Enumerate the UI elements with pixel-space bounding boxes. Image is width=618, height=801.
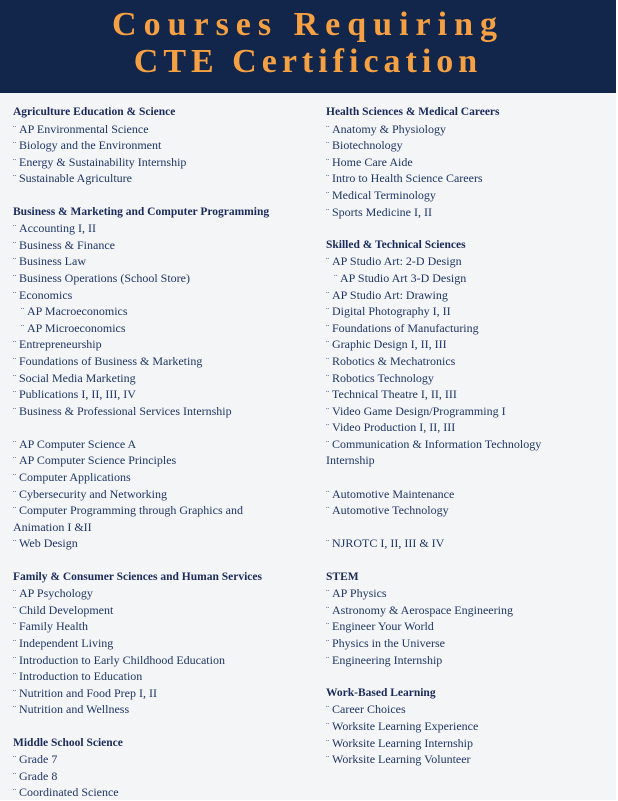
list-item: ¨ Publications I, II, III, IV [13, 387, 136, 402]
skilled-list [326, 253, 611, 469]
bullet-icon: ¨ [13, 538, 16, 549]
computer-science-list [13, 436, 313, 552]
list-item: ¨ Astronomy & Aerospace Engineering [326, 602, 513, 617]
list-item: ¨ Nutrition and Food Prep I, II [13, 685, 157, 700]
bullet-icon: ¨ [326, 405, 329, 416]
list-item: ¨ Communication & Information Technology [326, 436, 542, 451]
bullet-icon: ¨ [326, 372, 329, 383]
bullet-icon: ¨ [13, 588, 16, 599]
bullet-icon: ¨ [13, 223, 16, 234]
bullet-icon: ¨ [326, 123, 329, 134]
bullet-icon: ¨ [326, 422, 329, 433]
bullet-icon: ¨ [13, 770, 16, 781]
list-item-continuation: Animation I &II [13, 519, 92, 534]
bullet-icon: ¨ [13, 405, 16, 416]
bullet-icon: ¨ [326, 389, 329, 400]
bullet-icon: ¨ [326, 638, 329, 648]
list-item: ¨ Nutrition and Wellness [13, 702, 130, 717]
bullet-icon: ¨ [334, 272, 337, 283]
list-item: ¨ AP Microeconomics [21, 320, 126, 335]
bullet-icon: ¨ [326, 438, 329, 449]
list-item: ¨ Foundations of Business & Marketing [13, 353, 203, 368]
list-item: ¨ Grade 8 [13, 768, 58, 783]
list-item: ¨ Cybersecurity and Networking [13, 486, 167, 501]
bullet-icon: ¨ [326, 720, 329, 731]
list-item: ¨ Digital Photography I, II [326, 304, 451, 319]
list-item: ¨ Worksite Learning Experience [326, 718, 479, 733]
list-item: ¨ Independent Living [13, 636, 114, 650]
bullet-icon: ¨ [13, 687, 16, 698]
list-item: ¨ Computer Programming through Graphics and [13, 503, 243, 518]
list-item: ¨ Engineer Your World [326, 619, 434, 634]
list-item: ¨ Automotive Technology [326, 503, 449, 518]
bullet-icon: ¨ [13, 156, 16, 167]
list-item: ¨ Coordinated Science [13, 785, 119, 800]
list-item: ¨ Social Media Marketing [13, 370, 136, 385]
bullet-icon: ¨ [326, 322, 329, 333]
list-item: ¨ Physics in the Universe [326, 636, 445, 650]
bullet-icon: ¨ [326, 538, 329, 549]
bullet-icon: ¨ [326, 339, 329, 350]
bullet-icon: ¨ [326, 604, 329, 615]
list-item: ¨ Entrepreneurship [13, 337, 102, 352]
bullet-icon: ¨ [326, 754, 329, 765]
list-item: ¨ Business & Professional Services Internship [13, 403, 232, 418]
list-item: ¨ Energy & Sustainability Internship [13, 154, 187, 169]
title-line-1: Courses Requiring [112, 6, 504, 43]
bullet-icon: ¨ [13, 604, 16, 615]
list-item: ¨ Business & Finance [13, 237, 115, 252]
section-heading-skilled: Skilled & Technical Sciences [326, 238, 466, 251]
list-item: ¨ Robotics & Mechatronics [326, 353, 456, 368]
list-item: ¨ Career Choices [326, 702, 406, 717]
list-item: ¨ Engineering Internship [326, 652, 443, 667]
bullet-icon: ¨ [326, 256, 329, 267]
list-item: ¨ AP Studio Art 3-D Design [334, 270, 467, 285]
bullet-icon: ¨ [13, 505, 16, 516]
bullet-icon: ¨ [13, 488, 16, 499]
list-item: ¨ Foundations of Manufacturing [326, 320, 479, 335]
bullet-icon: ¨ [13, 123, 16, 134]
list-item: ¨ Worksite Learning Volunteer [326, 752, 471, 767]
list-item: ¨ Automotive Maintenance [326, 486, 455, 501]
bullet-icon: ¨ [326, 156, 329, 167]
list-item: ¨ AP Physics [326, 586, 387, 601]
list-item: ¨ Worksite Learning Internship [326, 735, 473, 750]
bullet-icon: ¨ [13, 704, 16, 715]
list-item: ¨ Graphic Design I, II, III [326, 337, 447, 352]
bullet-icon: ¨ [13, 638, 16, 648]
title-banner [0, 0, 616, 93]
bullet-icon: ¨ [13, 787, 16, 798]
list-item: ¨ AP Studio Art: 2-D Design [326, 254, 462, 269]
bullet-icon: ¨ [326, 621, 329, 632]
bullet-icon: ¨ [326, 505, 329, 516]
list-item: ¨ Intro to Health Science Careers [326, 171, 483, 186]
bullet-icon: ¨ [326, 355, 329, 366]
bullet-icon: ¨ [326, 189, 329, 200]
bullet-icon: ¨ [13, 355, 16, 366]
list-item: ¨ Video Game Design/Programming I [326, 403, 506, 418]
list-item-continuation: Internship [326, 453, 375, 468]
section-heading-family: Family & Consumer Sciences and Human Services [13, 570, 262, 583]
list-item: ¨ AP Studio Art: Drawing [326, 287, 448, 302]
bullet-icon: ¨ [326, 206, 329, 217]
section-heading-business: Business & Marketing and Computer Programming [13, 205, 270, 218]
list-item: ¨ AP Computer Science A [13, 436, 137, 451]
list-item: ¨ Technical Theatre I, II, III [326, 387, 457, 402]
list-item: ¨ Business Operations (School Store) [13, 270, 190, 285]
bullet-icon: ¨ [13, 389, 16, 400]
bullet-icon: ¨ [13, 272, 16, 283]
bullet-icon: ¨ [13, 621, 16, 632]
section-heading-work-based: Work-Based Learning [326, 686, 436, 699]
list-item: ¨ Introduction to Education [13, 669, 143, 684]
list-item: ¨ Anatomy & Physiology [326, 121, 447, 136]
section-heading-agriculture: Agriculture Education & Science [13, 106, 176, 118]
bullet-icon: ¨ [326, 140, 329, 151]
bullet-icon: ¨ [13, 339, 16, 350]
list-item: ¨ Child Development [13, 602, 114, 617]
agriculture-list [13, 121, 313, 187]
bullet-icon: ¨ [13, 239, 16, 250]
list-item: ¨ Video Production I, II, III [326, 420, 456, 435]
bullet-icon: ¨ [13, 472, 16, 483]
bullet-icon: ¨ [21, 306, 24, 317]
bullet-icon: ¨ [13, 140, 16, 151]
list-item: ¨ Home Care Aide [326, 154, 413, 169]
bullet-icon: ¨ [326, 704, 329, 715]
middle-school-list [13, 751, 313, 801]
bullet-icon: ¨ [326, 173, 329, 184]
bullet-icon: ¨ [326, 488, 329, 499]
bullet-icon: ¨ [326, 654, 329, 665]
list-item: ¨ Sustainable Agriculture [13, 171, 132, 186]
bullet-icon: ¨ [13, 438, 16, 449]
list-item: ¨ Economics [13, 287, 73, 302]
bullet-icon: ¨ [326, 737, 329, 748]
list-item: ¨ Grade 7 [13, 752, 58, 767]
bullet-icon: ¨ [13, 173, 16, 184]
section-heading-stem: STEM [326, 570, 359, 583]
title-line-2: CTE Certification [133, 43, 483, 80]
stem-list [326, 585, 611, 668]
right-column [326, 104, 611, 768]
section-heading-health: Health Sciences & Medical Careers [326, 106, 500, 118]
list-item: ¨ Biotechnology [326, 138, 403, 153]
list-item: ¨ Computer Applications [13, 470, 131, 485]
list-item-njrotc: ¨ NJROTC I, II, III & IV [326, 536, 445, 551]
health-list [326, 121, 611, 221]
bullet-icon: ¨ [13, 455, 16, 466]
list-item: ¨ Robotics Technology [326, 370, 434, 385]
list-item: ¨ Accounting I, II [13, 221, 96, 236]
list-item: ¨ Introduction to Early Childhood Education [13, 652, 225, 667]
bullet-icon: ¨ [13, 256, 16, 267]
list-item: ¨ Medical Terminology [326, 187, 436, 202]
list-item: ¨ AP Psychology [13, 586, 93, 601]
bullet-icon: ¨ [13, 372, 16, 383]
bullet-icon: ¨ [326, 306, 329, 317]
list-item: ¨ Biology and the Environment [13, 138, 162, 153]
list-item: ¨ AP Macroeconomics [21, 304, 128, 319]
bullet-icon: ¨ [13, 754, 16, 765]
list-item: ¨ AP Computer Science Principles [13, 453, 177, 468]
left-column [13, 104, 313, 801]
family-list [13, 585, 313, 718]
bullet-icon: ¨ [21, 322, 24, 333]
bullet-icon: ¨ [13, 289, 16, 300]
section-heading-middle-school: Middle School Science [13, 736, 123, 749]
work-based-list [326, 701, 611, 767]
list-item: ¨ Family Health [13, 619, 88, 634]
list-item: ¨ Business Law [13, 254, 86, 269]
list-item: ¨ AP Environmental Science [13, 121, 149, 136]
business-list [13, 220, 313, 419]
bullet-icon: ¨ [326, 289, 329, 300]
list-item: ¨ Web Design [13, 536, 78, 551]
bullet-icon: ¨ [13, 654, 16, 665]
automotive-list [326, 486, 611, 519]
bullet-icon: ¨ [326, 588, 329, 599]
list-item: ¨ Sports Medicine I, II [326, 204, 432, 219]
bullet-icon: ¨ [13, 671, 16, 682]
